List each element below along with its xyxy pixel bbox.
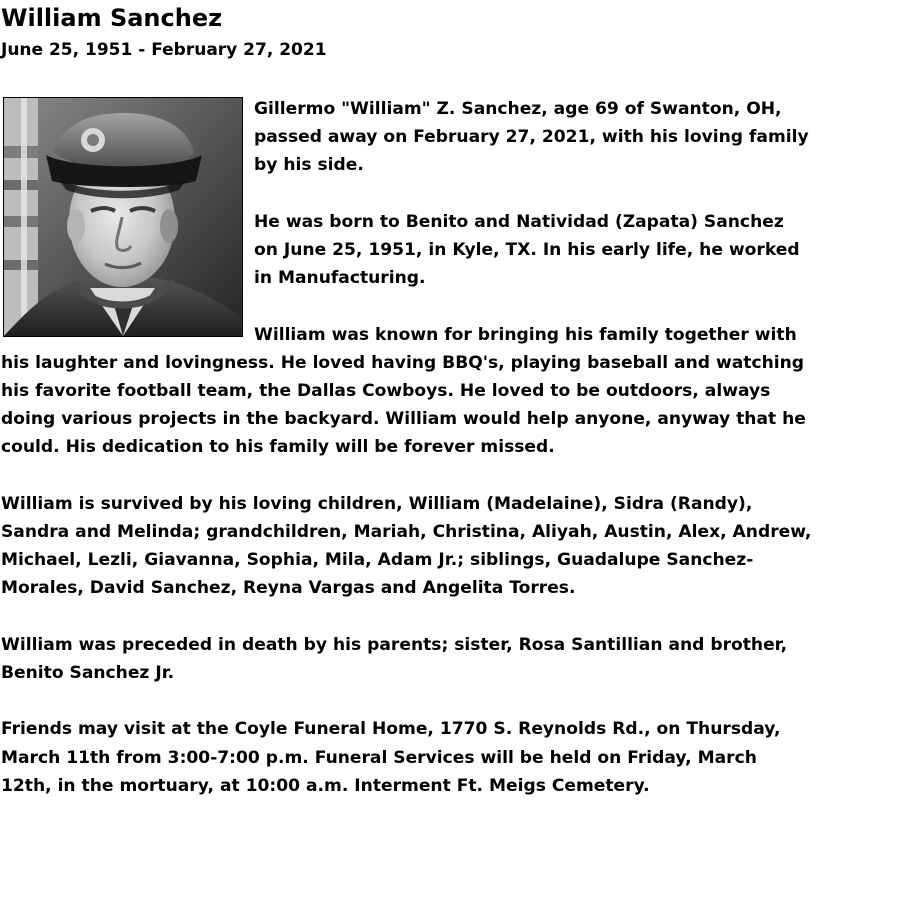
life-dates: June 25, 1951 - February 27, 2021 xyxy=(1,40,327,60)
obituary-paragraph-life: William was known for bringing his family together with his laughter and lovingness. He loved having BBQ's, playing baseball and watching his favorite football team, the Dallas Cowboys. He loved to be outdoors, always doing various projects in the backyard. William would help anyone, anyway that he could. His dedication to his family will be forever missed. xyxy=(1,324,806,458)
deceased-name: William Sanchez xyxy=(1,4,223,32)
obituary-paragraph-birth: He was born to Benito and Natividad (Zapata) Sanchez on June 25, 1951, in Kyle, TX. In his early life, he worked in Manufacturing. xyxy=(254,211,800,289)
obituary-paragraph-services: Friends may visit at the Coyle Funeral Home, 1770 S. Reynolds Rd., on Thursday, March 11th from 3:00-7:00 p.m. Funeral Services will be held on Friday, March 12th, in the mortuary, at 10:00 a.m. Interment Ft. Meigs Cemetery. xyxy=(1,719,781,796)
obituary-paragraph-survivors: William is survived by his loving children, William (Madelaine), Sidra (Randy), Sandra and Melinda; grandchildren, Mariah, Christina, Aliyah, Austin, Alex, Andrew, Michael, Lezli, Giavanna, Sophia, Mila, Adam Jr.; siblings, Guadalupe Sanchez-Morales, David Sanchez, Reyna Vargas and Angelita Torres. xyxy=(1,493,812,599)
obituary-paragraph-death: Gillermo "William" Z. Sanchez, age 69 of Swanton, OH, passed away on February 27, 2021, with his loving family by his side. xyxy=(254,99,809,176)
obituary-text xyxy=(1,95,813,800)
obituary-paragraph-preceded: William was preceded in death by his parents; sister, Rosa Santillian and brother, Benito Sanchez Jr. xyxy=(1,634,788,683)
portrait-photo-icon xyxy=(3,97,243,337)
